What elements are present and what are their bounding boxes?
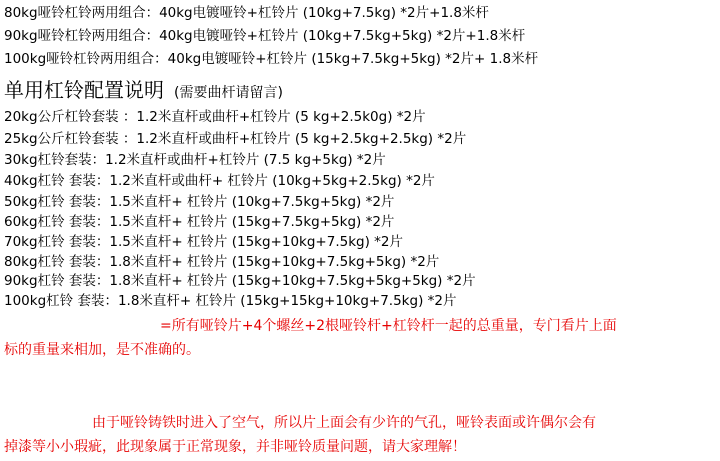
config-line: 25kg公斤杠铃套装 ：1.2米直杆或曲杆+杠铃片 (5 kg+2.5kg+2.5kg) *2片 — [4, 131, 467, 147]
heading-title: 单用杠铃配置说明 — [4, 78, 164, 102]
config-line: 90kg杠铃 套装：1.8米直杆+ 杠铃片 (15kg+10kg+7.5kg+5kg+5kg) *2片 — [4, 273, 476, 289]
combo-line: 100kg哑铃杠铃两用组合：40kg电镀哑铃+杠铃片 (15kg+7.5kg+5kg) *2片+ 1.8米杆 — [4, 51, 539, 67]
combo-line: 80kg哑铃杠铃两用组合：40kg电镀哑铃+杠铃片 (10kg+7.5kg) *2片+1.8米杆 — [4, 5, 489, 21]
section-heading — [4, 78, 283, 105]
combo-line: 90kg哑铃杠铃两用组合：40kg电镀哑铃+杠铃片 (10kg+7.5kg+5kg) *2片+1.8米杆 — [4, 28, 526, 44]
config-line: 60kg杠铃 套装：1.5米直杆+ 杠铃片 (15kg+7.5kg+5kg) *2片 — [4, 214, 395, 230]
config-line: 100kg杠铃 套装：1.8米直杆+ 杠铃片 (15kg+15kg+10kg+7.5kg) *2片 — [4, 293, 457, 309]
config-line: 30kg杠铃套装：1.2米直杆或曲杆+杠铃片 (7.5 kg+5kg) *2片 — [4, 152, 386, 168]
casting-note: 掉漆等小小瑕疵，此现象属于正常现象，并非哑铃质量问题，请大家理解！ — [4, 439, 466, 455]
config-line: 20kg公斤杠铃套装 ：1.2米直杆或曲杆+杠铃片 (5 kg+2.5k0g) *2片 — [4, 109, 426, 125]
weight-note: =所有哑铃片+4个螺丝+2根哑铃杆+杠铃杆一起的总重量，专门看片上面 — [160, 318, 617, 334]
config-line: 70kg杠铃 套装：1.5米直杆+ 杠铃片 (15kg+10kg+7.5kg) *2片 — [4, 234, 403, 250]
casting-note: 由于哑铃铸铁时进入了空气，所以片上面会有少许的气孔，哑铃表面或许偶尔会有 — [92, 415, 596, 431]
config-line: 50kg杠铃 套装：1.5米直杆+ 杠铃片 (10kg+7.5kg+5kg) *2片 — [4, 194, 395, 210]
config-line: 40kg杠铃 套装：1.2米直杆或曲杆+ 杠铃片 (10kg+5kg+2.5kg) *2片 — [4, 173, 435, 189]
weight-note: 标的重量来相加，是不准确的。 — [4, 342, 200, 358]
heading-note: (需要曲杆请留言) — [174, 85, 283, 101]
config-line: 80kg杠铃 套装：1.8米直杆+ 杠铃片 (15kg+10kg+7.5kg+5kg) *2片 — [4, 254, 440, 270]
